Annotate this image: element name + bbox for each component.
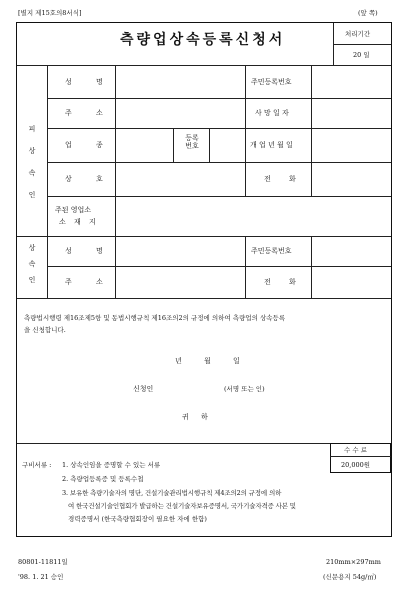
form-number: [별지 제15호의8서식] [18, 9, 82, 17]
grid-line [47, 128, 391, 129]
fee-label: 수 수 료 [344, 446, 367, 454]
grid-line [245, 66, 246, 196]
section-char: 속 [28, 260, 36, 268]
death-date-label: 사 망 일 자 [255, 109, 289, 117]
section-char: 피 [28, 125, 36, 133]
fee-divider [330, 456, 391, 457]
deceased-address-label: 주 소 [65, 109, 103, 117]
form-title: 측량업상속등록신청서 [120, 32, 286, 48]
section-char: 인 [28, 276, 36, 284]
heir-resident-no-label: 주민등록번호 [251, 247, 292, 255]
section-char: 상 [28, 244, 36, 252]
attachment-item: 2. 측량업등록증 및 등록수첩 [62, 475, 144, 483]
processing-value: 20 일 [353, 51, 370, 59]
section-char: 상 [28, 147, 36, 155]
footer-approval: '98. 1. 21 승인 [18, 573, 64, 581]
footer-size: 210mm×297mm [326, 558, 381, 566]
addressee: 귀 하 [182, 413, 208, 421]
office-address-label-1: 주된 영업소 [55, 206, 92, 214]
trade-name-label: 상 호 [65, 175, 103, 183]
footer-code: 80801-11811일 [18, 558, 68, 566]
deceased-section-label [27, 118, 37, 206]
applicant-label: 신청인 [133, 385, 154, 393]
grid-line [47, 66, 48, 298]
statement-line-1: 측량법시행령 제16조제5항 및 동법시행규칙 제16조의2의 규정에 의하여 측량업의 상속등록 [24, 314, 286, 322]
grid-line [311, 66, 312, 196]
attachment-item: 3. 보유한 측량기술자의 명단, 건설기술관리법시행규칙 제4조의2의 규정에 의하 [62, 489, 282, 497]
registration-no-label: 등록 번호 [185, 134, 199, 150]
deceased-name-label: 성 명 [65, 78, 103, 86]
grid-line [245, 236, 246, 298]
grid-line [17, 236, 391, 237]
attachment-item: 경력증명서 (한국측량협회장이 필요한 자에 한함) [68, 515, 207, 523]
processing-divider-h [333, 44, 391, 45]
heir-name-label: 성 명 [65, 247, 103, 255]
heir-address-label: 주 소 [65, 278, 103, 286]
grid-line [17, 65, 391, 66]
section-char: 속 [28, 169, 36, 177]
grid-line [47, 162, 391, 163]
page-side-note: (앞 쪽) [358, 9, 378, 17]
grid-line [115, 66, 116, 298]
signature-label: (서명 또는 인) [224, 385, 265, 393]
office-address-label-2: 소 재 지 [59, 218, 96, 226]
heir-section-label [27, 240, 37, 288]
statement-line-2: 을 신청합니다. [24, 326, 66, 334]
grid-line [173, 128, 174, 162]
grid-line [47, 196, 391, 197]
business-type-label: 업 종 [65, 141, 103, 149]
footer-paper: (신문용지 54g/㎡) [323, 573, 377, 581]
processing-label: 처리기간 [345, 30, 371, 38]
grid-line [209, 128, 210, 162]
attachment-item: 여 한국건설기술인협회가 발급하는 건설기술자보유증명서, 국가기술자격증 사본 및 [68, 502, 296, 510]
grid-line [47, 266, 391, 267]
grid-line [311, 236, 312, 298]
section-char: 인 [28, 191, 36, 199]
deceased-phone-label: 전 화 [264, 175, 296, 183]
grid-line [17, 298, 391, 299]
attachment-item: 1. 상속인임을 증명할 수 있는 서류 [62, 461, 161, 469]
attachments-label: 구비서류 : [22, 461, 52, 469]
deceased-resident-no-label: 주민등록번호 [251, 78, 292, 86]
grid-line [47, 98, 391, 99]
fee-value: 20,000원 [341, 461, 371, 469]
start-date-label: 개 업 년 월 일 [250, 141, 293, 149]
heir-phone-label: 전 화 [264, 278, 296, 286]
application-date: 년 월 일 [175, 357, 240, 365]
